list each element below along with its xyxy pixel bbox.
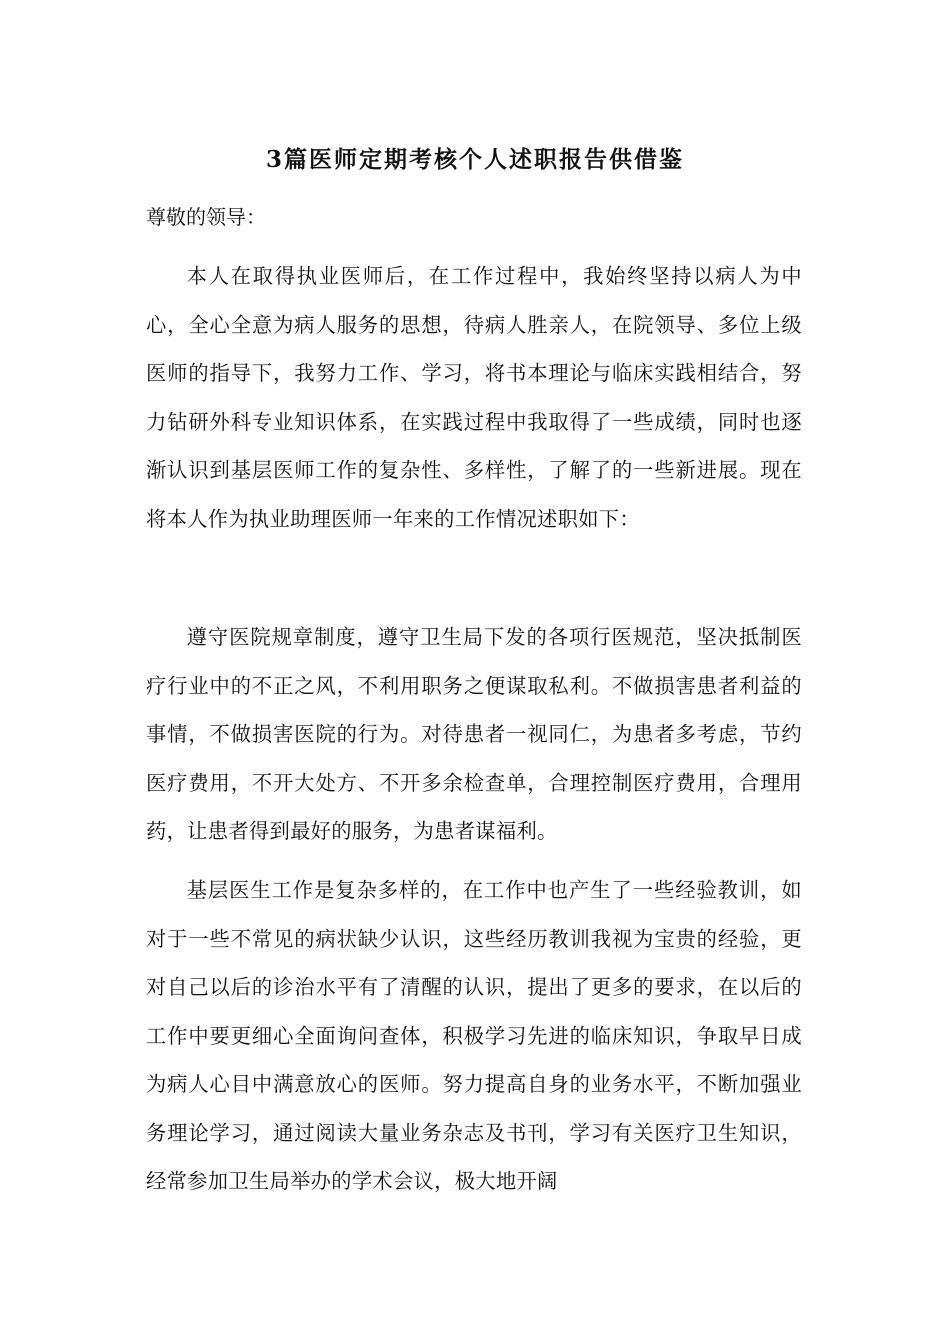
paragraph-3: 基层医生工作是复杂多样的，在工作中也产生了一些经验教训，如对于一些不常见的病状缺少认识，这些经历教训我视为宝贵的经验，更对自己以后的诊治水平有了清醒的认识，提出了更多的要求，在以后的工作中要更细心全面询问查体，积极学习先进的临床知识，争取早日成为病人心目中满意放心的医师。努力提高自身的业务水平，不断加强业务理论学习，通过阅读大量业务杂志及书刊，学习有关医疗卫生知识，经常参加卫生局举办的学术会议，极大地开阔 — [146, 878, 802, 1193]
document-title: 3篇医师定期考核个人述职报告供借鉴 — [265, 146, 684, 173]
salutation: 尊敬的领导： — [146, 205, 266, 229]
paragraph-1: 本人在取得执业医师后，在工作过程中，我始终坚持以病人为中心，全心全意为病人服务的思想，待病人胜亲人，在院领导、多位上级医师的指导下，我努力工作、学习，将书本理论与临床实践相结合，努力钻研外科专业知识体系，在实践过程中我取得了一些成绩，同时也逐渐认识到基层医师工作的复杂性、多样性，了解了的一些新进展。现在将本人作为执业助理医师一年来的工作情况述职如下： — [146, 264, 802, 531]
paragraph-2: 遵守医院规章制度，遵守卫生局下发的各项行医规范，坚决抵制医疗行业中的不正之风，不利用职务之便谋取私利。不做损害患者利益的事情，不做损害医院的行为。对待患者一视同仁，为患者多考虑，节约医疗费用，不开大处方、不开多余检查单，合理控制医疗费用，合理用药，让患者得到最好的服务，为患者谋福利。 — [146, 625, 802, 843]
